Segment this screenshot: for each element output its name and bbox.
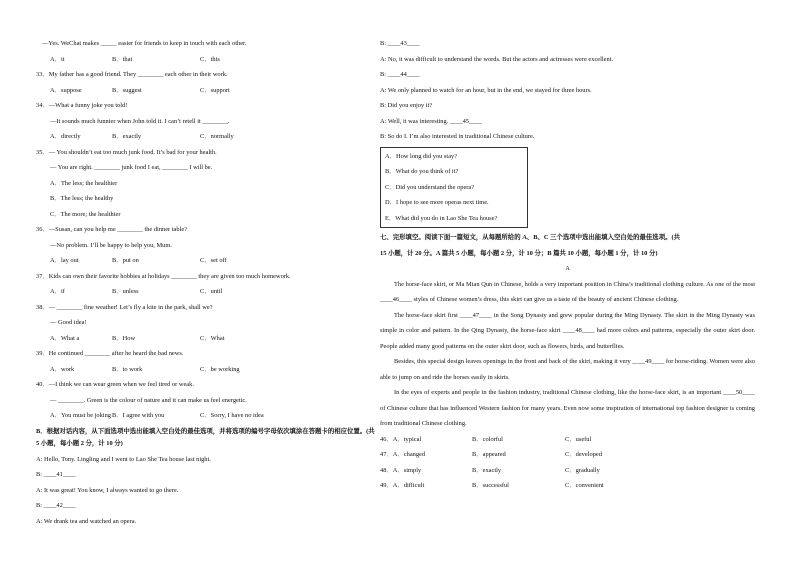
q34-response: —It sounds much funnier when John told it. I can’t retell it ________. [50, 117, 230, 125]
option: 48．A．simply [380, 466, 422, 474]
box-option-b: B．What do you think of it? [385, 168, 459, 176]
box-option-c: C．Did you understand the opera? [385, 183, 475, 191]
option: B．appeared [472, 451, 506, 459]
q38-text: 38．— ________ fine weather! Let’s fly a kite in the park, shall we? [36, 303, 213, 311]
option: B．suggest [112, 86, 142, 94]
option: A．suppose [50, 86, 82, 94]
q39-text: 39．He continued ________ after he heard the bad news. [36, 350, 184, 357]
option: A．it [50, 55, 65, 63]
option: 47．A．changed [380, 451, 426, 459]
box-option-a: A．How long did you stay? [385, 152, 458, 160]
dialogue-line: A: We drank tea and watched an opera. [36, 517, 137, 525]
option: C．this [200, 55, 220, 63]
option: B．to work [112, 365, 143, 373]
dialogue-blank-42: B: ____42____ [36, 502, 76, 509]
passage-label: A [565, 265, 570, 273]
option: A．directly [50, 133, 81, 140]
option: C．useful [565, 435, 592, 443]
dialogue-line: B: So do I. I’m also interested in traditional Chinese culture. [380, 133, 535, 140]
box-option-e: E．What did you do in Lao She Tea house? [385, 214, 498, 222]
dialogue-line: A: No, it was difficult to understand the words. But the actors and actresses were excellent. [380, 55, 614, 63]
dialogue-blank-44: B: ____44____ [380, 71, 420, 78]
q37-options [36, 284, 376, 300]
right-column [380, 36, 755, 494]
option: C．support [200, 86, 230, 94]
option: B．that [112, 55, 133, 63]
q38-response: — Good idea! [50, 319, 87, 326]
option: C．until [200, 288, 223, 295]
option: A．work [50, 365, 75, 373]
q40-response: — ________. Green is the colour of nature and it can make us feel energetic. [50, 396, 247, 404]
option: C．gradually [565, 466, 600, 474]
option: 46．A．typical [380, 435, 422, 443]
option: B．exactly [472, 466, 502, 474]
option: 49．A．difficult [380, 482, 425, 490]
q32-options [36, 52, 376, 68]
q33-text: 33．My father has a good friend. They ________ each other in their work. [36, 71, 228, 78]
option: C．set off [200, 257, 227, 264]
q48-options [380, 463, 755, 479]
q33-options [36, 83, 376, 99]
section-7-title: 七、完形填空。阅读下面一篇短文，从每题所给的 A、B、C 三个选项中选出能填入空白处的最佳选项。(共 [380, 234, 681, 242]
dialogue-line: A: We only planned to watch for an hour, but in the end, we stayed for three hours. [380, 86, 592, 94]
q32-text: —Yes. WeChat makes _____ easier for friends to keep in touch with each other. [42, 40, 247, 47]
q39-options [36, 362, 376, 378]
q46-options [380, 432, 755, 448]
option: B．put on [112, 257, 139, 264]
q36-options [36, 253, 376, 269]
option: A．if [50, 288, 65, 295]
q35-option-c: C．The more; the healthier [50, 210, 121, 218]
option: B．exactly [112, 133, 142, 140]
option: A．You must be joking [50, 412, 111, 419]
q35-option-a: A．The less; the healthier [50, 179, 118, 187]
option: B．I agree with you [112, 412, 165, 419]
q36-text: 36．—Susan, can you help me ________ the dinner table? [36, 226, 188, 233]
q49-options [380, 478, 755, 494]
option: A．lay out [50, 257, 79, 264]
q47-options [380, 447, 755, 463]
passage-paragraph-4: In the eyes of experts and people in the fashion industry, traditional Chinese clothing, like the horse-face skirt, is an important ____50____ of Chinese culture that has influenced Western fashion for many years. Even now some inspiration of international top fashion designer is coming from traditional Chinese clothing. [380, 389, 755, 428]
q36-response: —No problem. I’ll be happy to help you, Mum. [50, 241, 172, 249]
q40-text: 40．—I think we can wear green when we feel tired or weak. [36, 381, 194, 388]
q37-text: 37．Kids can own their favorite hobbies at holidays ________ they are given too much homework. [36, 272, 291, 280]
passage-paragraph-2: The horse-face skirt first ____47____ in the Song Dynasty and grew popular during the Ming Dynasty. The skirt in the Ming Dynasty was simple in color and pattern. In the Qing Dynasty, the horse-face skirt ____48____ had more colors and patterns, especially the outer skirt door. People added many good patterns on the outer skirt door, such as flowers, birds, and butterflies. [380, 311, 755, 350]
q34-options [36, 129, 376, 145]
q35-text: 35．— You shouldn’t eat too much junk food. It’s bad for your health. [36, 148, 217, 156]
section-6-title: B．根据对话内容，从下面选项中选出能填入空白处的最佳选项，并将选项的编号字母依次填涂在答题卡的相应位置。(共 5 小题，每小题 2 分，计 10 分) [36, 427, 375, 447]
dialogue-line: A: Hello, Tony. Lingling and I went to Lao She Tea house last night. [36, 455, 211, 463]
option: B．successful [472, 482, 509, 490]
dialogue-blank-41: B: ____41____ [36, 471, 76, 478]
option: C．Sorry, I have no idea [200, 412, 264, 419]
dialogue-blank-43: B: ____43____ [380, 40, 420, 47]
q35-option-b: B．The less; the healthy [50, 195, 114, 202]
dialogue-blank-45: A: Well, it was interesting. ____45____ [380, 117, 482, 125]
box-option-d: D．I hope to see more operas next time. [385, 199, 489, 207]
left-column [36, 36, 376, 529]
dialogue-line: B: Did you enjoy it? [380, 102, 433, 109]
option: B．unless [112, 288, 139, 295]
q34-text: 34．—What a funny joke you told! [36, 102, 128, 109]
section-7-subtitle: 15 小题，计 20 分。A 篇共 5 小题，每小题 2 分，计 10 分；B 篇共 10 小题，每小题 1 分，计 10 分) [380, 249, 658, 257]
option: B．colorful [472, 435, 503, 443]
q35-response: — You are right. ________ junk food I eat, ________ I will be. [50, 164, 213, 171]
passage-paragraph-3: Besides, this special design leaves openings in the front and back of the skirt, making it very ____49____ for horse-riding. Women were also able to jump on and ride the horses easily in skirts. [380, 358, 755, 381]
option: C．be working [200, 365, 240, 373]
option: A．What a [50, 334, 80, 342]
q38-options [36, 331, 376, 347]
dialogue-line: A: It was great! You know, I always wanted to go there. [36, 486, 179, 494]
option: C．developed [565, 451, 602, 459]
option: C．convenient [565, 482, 604, 490]
option: B．How [112, 334, 136, 342]
passage-paragraph-1: The horse-face skirt, or Ma Mian Qun in Chinese, holds a very important position in China’s traditional clothing culture. As one of the most ____46____ styles of Chinese women’s dress, this skirt can give us a taste of the beauty of ancient Chinese clothing. [380, 280, 755, 304]
q40-options [36, 408, 376, 424]
options-box [380, 147, 528, 229]
option: C．normally [200, 133, 234, 140]
option: C．What [200, 334, 225, 342]
